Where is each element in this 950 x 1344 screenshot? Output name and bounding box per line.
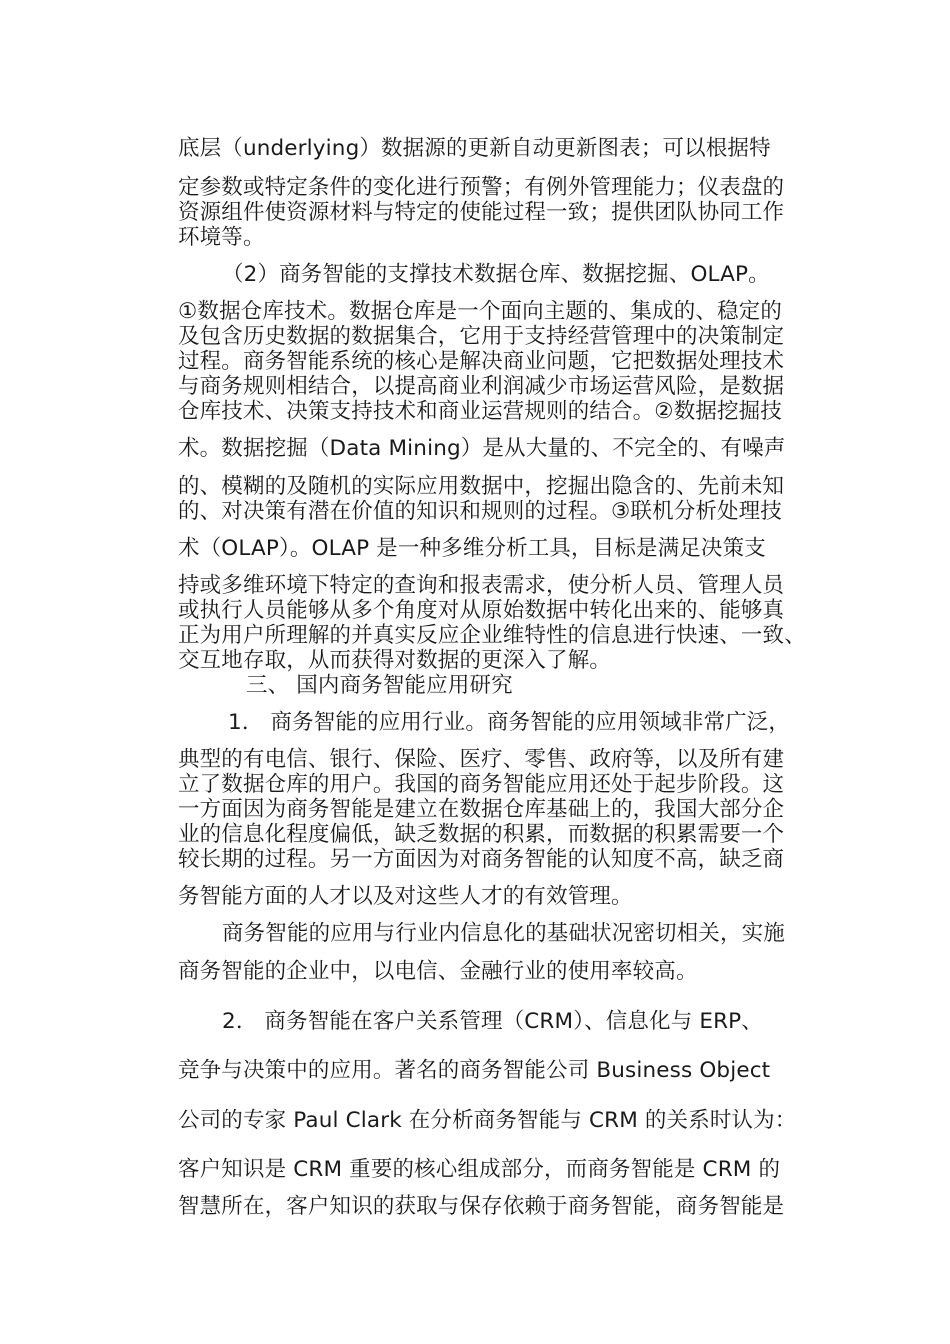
text-line: 较长期的过程。另一方面因为对商务智能的认知度不高，缺乏商 <box>178 847 785 872</box>
text-line: 的、模糊的及随机的实际应用数据中，挖掘出隐含的、先前未知 <box>178 474 785 499</box>
text-line: 与商务规则相结合，以提高商业利润减少市场运营风险，是数据 <box>178 374 785 399</box>
text-line: 的、对决策有潜在价值的知识和规则的过程。③联机分析处理技 <box>178 499 782 524</box>
text-line: 立了数据仓库的用户。我国的商务智能应用还处于起步阶段。这 <box>178 772 785 797</box>
text-line: 资源组件使资源材料与特定的使能过程一致；提供团队协同工作 <box>178 200 785 225</box>
text-line: 交互地存取，从而获得对数据的更深入了解。 <box>178 648 612 673</box>
section-heading: （2）商务智能的支撑技术数据仓库、数据挖掘、OLAP。 <box>222 262 770 287</box>
text-line: 底层（underlying）数据源的更新自动更新图表；可以根据特 <box>178 136 771 161</box>
text-line: 智慧所在，客户知识的获取与保存依赖于商务智能，商务智能是 <box>178 1194 785 1219</box>
text-line: 业的信息化程度偏低，缺乏数据的积累，而数据的积累需要一个 <box>178 822 785 847</box>
text-line: 一方面因为商务智能是建立在数据仓库基础上的，我国大部分企 <box>178 797 785 822</box>
subsection-heading: 1． 商务智能的应用行业。商务智能的应用领域非常广泛， <box>228 710 791 735</box>
text-line: 典型的有电信、银行、保险、医疗、零售、政府等，以及所有建 <box>178 747 785 772</box>
subsection-heading: 2． 商务智能在客户关系管理（CRM）、信息化与 ERP、 <box>222 1009 763 1034</box>
text-line: 定参数或特定条件的变化进行预警；有例外管理能力；仪表盘的 <box>178 175 785 200</box>
text-line: 环境等。 <box>178 225 265 250</box>
text-line: 商务智能的企业中，以电信、金融行业的使用率较高。 <box>178 959 698 984</box>
text-line: 术。数据挖掘（Data Mining）是从大量的、不完全的、有噪声 <box>178 436 786 461</box>
text-line: 过程。商务智能系统的核心是解决商业问题，它把数据处理技术 <box>178 349 785 374</box>
text-line: 及包含历史数据的数据集合，它用于支持经营管理中的决策制定 <box>178 324 785 349</box>
text-line: 术（OLAP）。OLAP 是一种多维分析工具，目标是满足决策支 <box>178 536 766 561</box>
text-line: ①数据仓库技术。数据仓库是一个面向主题的、集成的、稳定的 <box>178 299 782 324</box>
text-line: 公司的专家 Paul Clark 在分析商务智能与 CRM 的关系时认为： <box>178 1108 797 1133</box>
text-line: 或执行人员能够从多个角度对从原始数据中转化出来的、能够真 <box>178 598 785 623</box>
text-line: 持或多维环境下特定的查询和报表需求，使分析人员、管理人员 <box>178 573 785 598</box>
section-heading: 三、 国内商务智能应用研究 <box>246 673 513 698</box>
text-line: 商务智能的应用与行业内信息化的基础状况密切相关，实施 <box>222 921 785 946</box>
text-line: 竞争与决策中的应用。著名的商务智能公司 Business Object <box>178 1058 771 1083</box>
text-line: 客户知识是 CRM 重要的核心组成部分，而商务智能是 CRM 的 <box>178 1157 781 1182</box>
text-line: 仓库技术、决策支持技术和商业运营规则的结合。②数据挖掘技 <box>178 399 782 424</box>
text-line: 正为用户所理解的并真实反应企业维特性的信息进行快速、一致、 <box>178 623 806 648</box>
text-line: 务智能方面的人才以及对这些人才的有效管理。 <box>178 884 633 909</box>
